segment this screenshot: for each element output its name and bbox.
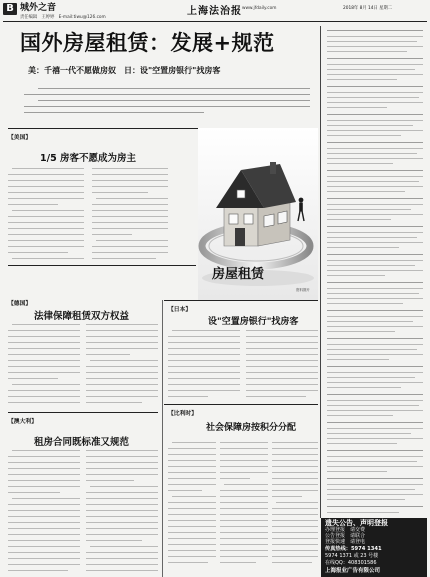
- masthead: [0, 0, 430, 26]
- intro-text: [24, 86, 314, 116]
- ad-footer: 上海报业广告有限公司: [325, 568, 381, 574]
- article-title-australia: 租房合同既标准又规范: [34, 437, 130, 448]
- ad-box: [321, 518, 427, 577]
- separator: [164, 300, 318, 301]
- article-title-us: 1/5 房客不愿成为房主: [40, 153, 136, 164]
- photo-credit: 资料图片: [296, 288, 310, 292]
- ad-line: 办理登报 请交费: [325, 527, 366, 533]
- section-tag-germany: 【德国】: [8, 301, 32, 307]
- ad-phone: 传真热线：5974 1341: [325, 546, 382, 552]
- article-body-belgium: [168, 440, 318, 574]
- article-title-japan: 设"空置房银行"找房客: [208, 317, 299, 327]
- classified-column: [320, 26, 428, 518]
- headline: 国外房屋租赁：发展+规范: [20, 31, 275, 55]
- section-tag-us: 【美国】: [8, 135, 32, 141]
- section-tag-belgium: 【比利时】: [168, 411, 197, 417]
- article-title-belgium: 社会保障房按积分分配: [206, 423, 297, 433]
- date-line: 2018年 8月 14日 星期二: [343, 6, 393, 11]
- section-tag-australia: 【澳大利】: [8, 419, 37, 425]
- ad-qq: 在线QQ：408301586: [325, 560, 377, 566]
- section-name: 城外之音: [20, 3, 57, 13]
- ad-phone: 5974 1371 或 23 号楼: [325, 553, 379, 559]
- logo-letter: B: [6, 3, 14, 14]
- column-divider: [162, 300, 163, 577]
- article-body-japan: [168, 328, 318, 408]
- separator: [164, 404, 318, 405]
- website: www.jfdaily.com: [242, 6, 277, 11]
- paper-name: 上海法治报: [187, 6, 242, 17]
- photo-label: 房屋租赁: [212, 267, 265, 282]
- separator: [8, 412, 158, 413]
- ad-line: 公告登报 请联合: [325, 533, 366, 539]
- house-photo: [198, 128, 318, 300]
- ad-line: 登报快速 请登电: [325, 539, 366, 545]
- article-body-australia: [8, 448, 158, 576]
- editor-line: 责任编辑 王婷婷 E-mail:tiwu@126.com: [20, 15, 106, 20]
- article-body-us: [8, 166, 200, 266]
- section-tag-japan: 【日本】: [168, 307, 192, 313]
- separator: [8, 265, 196, 266]
- logo-badge: [3, 3, 17, 15]
- masthead-rule: [3, 21, 427, 22]
- ad-header: 遗失公告、声明登报: [325, 519, 388, 527]
- article-title-germany: 法律保障租赁双方权益: [34, 311, 130, 322]
- article-body-germany: [8, 322, 158, 412]
- subheadline: 美：千禧一代不愿做房奴 日：设"空置房银行"找房客: [28, 66, 221, 75]
